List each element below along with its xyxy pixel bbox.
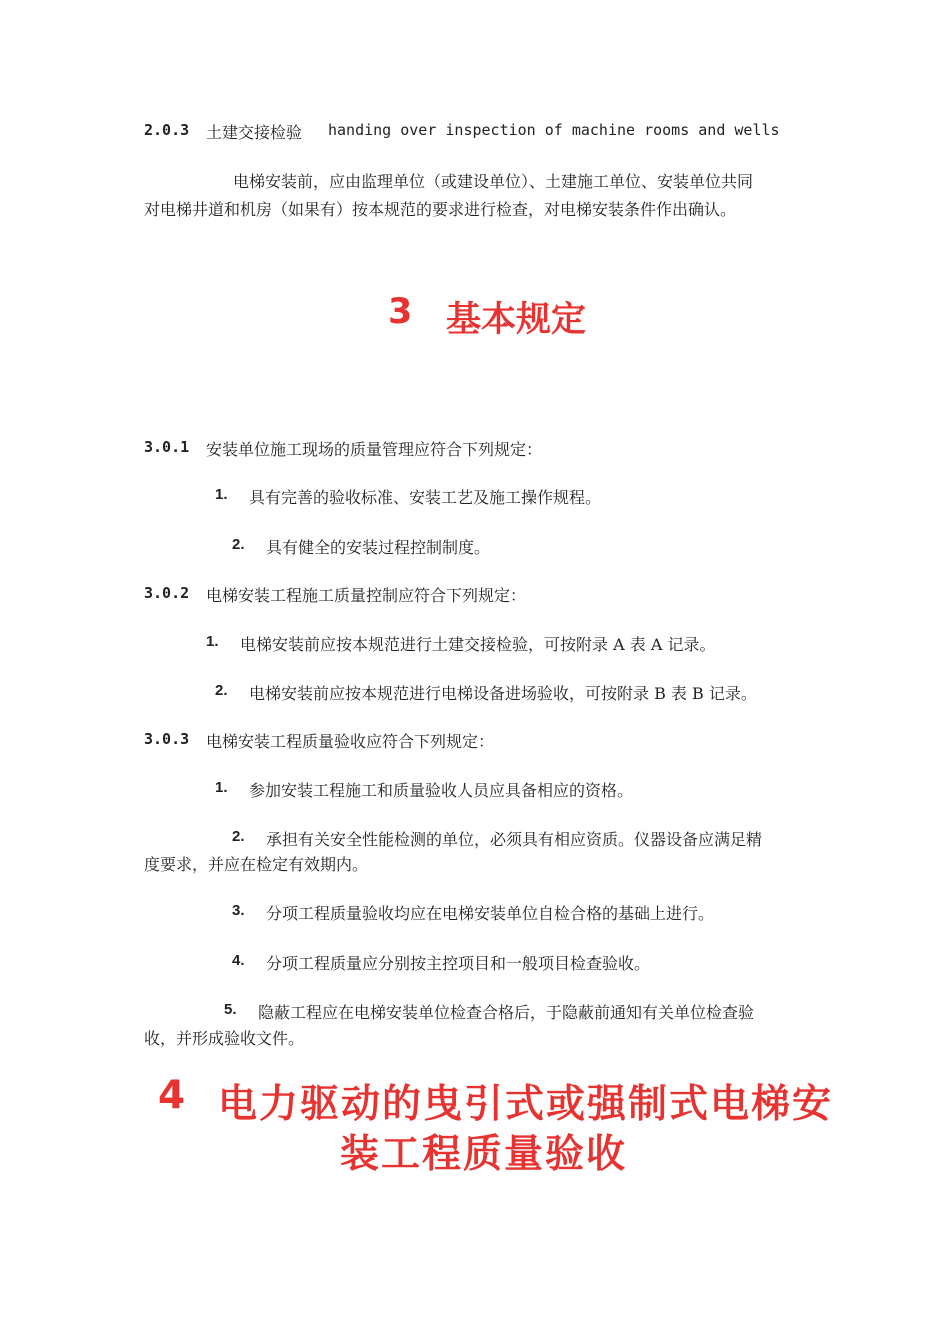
list-item-continuation: 度要求，并应在检定有效期内。 (144, 855, 369, 874)
paragraph-line: 电梯安装前，应由监理单位（或建设单位）、土建施工单位、安装单位共同 (233, 172, 754, 191)
section-title-2-0-3: 土建交接检验 (206, 123, 303, 142)
section-title-3-0-2: 电梯安装工程施工质量控制应符合下列规定： (206, 586, 527, 605)
chapter-title-line-2: 装工程质量验收 (340, 1132, 628, 1177)
section-title-english: handing over inspection of machine rooms and wells (328, 121, 780, 139)
list-item-number: 4. (232, 952, 245, 969)
list-item-number: 5. (224, 1001, 237, 1018)
list-item-text: 电梯安装前应按本规范进行电梯设备进场验收，可按附录 B 表 B 记录。 (249, 684, 757, 703)
list-item-number: 2. (232, 828, 245, 845)
section-title-3-0-1: 安装单位施工现场的质量管理应符合下列规定： (206, 440, 543, 459)
list-item-number: 1. (215, 486, 228, 503)
list-item-text: 具有健全的安装过程控制制度。 (266, 538, 491, 557)
list-item-text: 电梯安装前应按本规范进行土建交接检验，可按附录 A 表 A 记录。 (240, 635, 716, 654)
list-item-text: 分项工程质量验收均应在电梯安装单位自检合格的基础上进行。 (266, 904, 715, 923)
list-item-number: 1. (215, 779, 228, 796)
section-number-2-0-3: 2.0.3 (144, 121, 190, 139)
list-item-text: 具有完善的验收标准、安装工艺及施工操作规程。 (249, 488, 602, 507)
section-title-3-0-3: 电梯安装工程质量验收应符合下列规定： (206, 732, 495, 751)
section-number-3-0-3: 3.0.3 (144, 730, 190, 748)
list-item-number: 2. (215, 682, 228, 699)
list-item-number: 1. (206, 633, 219, 650)
section-number-3-0-2: 3.0.2 (144, 584, 190, 602)
list-item-continuation: 收，并形成验收文件。 (144, 1029, 305, 1048)
paragraph-line: 对电梯井道和机房（如果有）按本规范的要求进行检查，对电梯安装条件作出确认。 (144, 200, 737, 219)
list-item-number: 2. (232, 536, 245, 553)
list-item-text: 分项工程质量应分别按主控项目和一般项目检查验收。 (266, 954, 651, 973)
list-item-text: 参加安装工程施工和质量验收人员应具备相应的资格。 (249, 781, 634, 800)
list-item-text: 隐蔽工程应在电梯安装单位检查合格后，于隐蔽前通知有关单位检查验 (258, 1003, 755, 1022)
chapter-title-line-1: 电力驱动的曳引式或强制式电梯安 (218, 1082, 834, 1127)
list-item-text: 承担有关安全性能检测的单位，必须具有相应资质。仪器设备应满足精 (266, 830, 763, 849)
list-item-number: 3. (232, 902, 245, 919)
chapter-number: 3 (388, 292, 413, 332)
chapter-title: 基本规定 (446, 300, 587, 340)
chapter-number: 4 (158, 1073, 188, 1118)
section-number-3-0-1: 3.0.1 (144, 438, 190, 456)
